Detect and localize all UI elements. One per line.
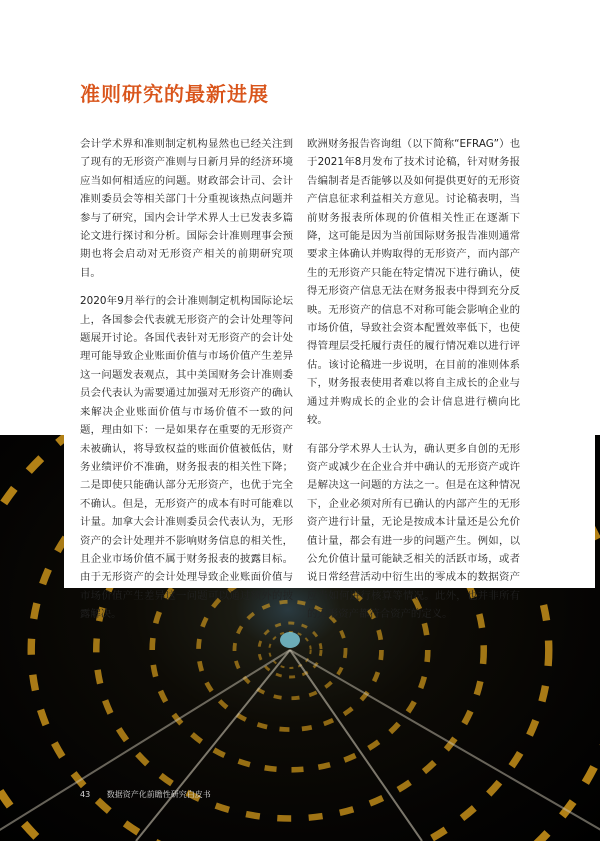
section-title: 准则研究的最新进展 (80, 82, 269, 106)
tunnel-rail (136, 650, 290, 841)
page-footer (80, 789, 211, 800)
right-column (307, 135, 520, 634)
tunnel-vanishing-light (280, 632, 300, 648)
right-paragraph-2: 有部分学术界人士认为，确认更多自创的无形资产或减少在企业合并中确认的无形资产或许是解决这一问题的方法之一。但是在这种情况下，企业必须对所有已确认的内部产生的无形资产进行计量，无论是按成本计量还是公允价值计量，都会有进一步的问题产生。例如，以公允价值计量可能缺乏相关的活跃市场，或者说日常经营活动中衍生出的零成本的数据资产应当如何进行核算等情况。此外，也并非所有的无形资产都符合资产的定义。 (307, 442, 520, 621)
tunnel-rail (290, 650, 422, 841)
footer-doc-title: 数据资产化前瞻性研究白皮书 (106, 790, 211, 799)
left-paragraph-2: 2020年9月举行的会计准则制定机构国际论坛上，各国参会代表就无形资产的会计处理等问题展开讨论。各国代表针对无形资产的会计处理可能导致企业账面价值与市场价值产生差异这一问题发表观点，其中美国财务会计准则委员会代表认为需要通过加强对无形资产的确认来解决企业账面价值与市场价值不一致的问题，理由如下：一是如果存在重要的无形资产未被确认，将导致权益的账面价值被低估，财务业绩评价不准确，财务报表的相关性下降；二是即使只能确认部分无形资产，也优于完全不确认。但是，无形资产的成本有时可能难以计量。加拿大会计准则委员会代表认为，无形资产的会计处理并不影响财务信息的相关性，且企业市场价值不属于财务报表的披露目标。由于无形资产的会计处理导致企业账面价值与市场价值产生差异这一问题可以通过额外的披露解决。 (80, 295, 293, 621)
left-paragraph-1: 会计学术界和准则制定机构显然也已经关注到了现有的无形资产准则与日新月异的经济环境应当如何相适应的问题。财政部会计司、会计准则委员会等相关部门十分重视该热点问题并参与了研究，国内会计学术界人士已发表多篇论文进行探讨和分析。国际会计准则理事会预期也将会启动对无形资产相关的前期研究项目。 (80, 138, 293, 279)
tunnel-rail (290, 650, 600, 841)
right-paragraph-1: 欧洲财务报告咨询组（以下简称“EFRAG”）也于2021年8月发布了技术讨论稿，针对财务报告编制者是否能够以及如何提供更好的无形资产信息征求利益相关方意见。讨论稿表明，当前财务报表所体现的价值相关性正在逐渐下降，这可能是因为当前国际财务报告准则通常要求主体确认并购取得的无形资产，而内部产生的无形资产只能在特定情况下进行确认，使得无形资产信息无法在财务报表中得到充分反映。无形资产的信息不对称可能会影响企业的市场价值，导致社会资本配置效率低下，也使得管理层受托履行责任的履行情况难以进行评估。该讨论稿进一步说明，在目前的准则体系下，财务报表使用者难以将自主成长的企业与通过并购成长的企业的会计信息进行横向比较。 (307, 138, 520, 427)
left-column (80, 135, 293, 634)
page-number: 43 (80, 790, 91, 799)
